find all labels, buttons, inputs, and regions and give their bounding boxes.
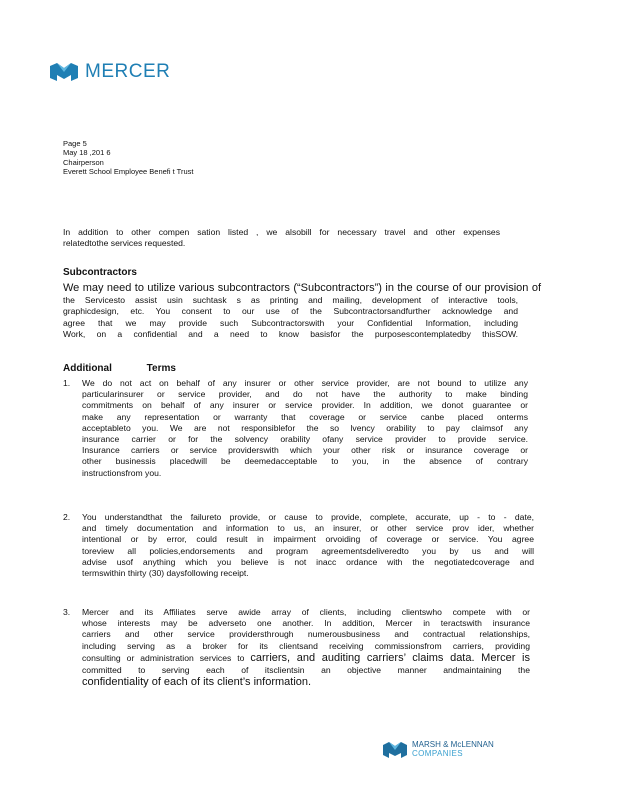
letter-date: May 18 ,201 6 xyxy=(63,148,111,158)
mmc-logo xyxy=(383,741,494,758)
term-line: particularinsurer or service provider, and do not have the authority to make binding xyxy=(82,389,528,400)
additional-terms-heading: Additional Terms xyxy=(63,363,176,374)
term-line: insurance carrier or for the solvency orability ofany service provider to provide service. xyxy=(82,434,528,445)
mmc-wordmark-line1: MARSH & McLENNAN xyxy=(412,740,494,749)
term-line: Mercer and its Affiliates serve awide array of clients, including clientswho compete with or xyxy=(82,607,530,617)
term-number: 2. xyxy=(63,512,71,522)
term-line: acceptableto you. We are not responsiblefor the so lvency orability to pay claimsof any xyxy=(82,422,528,433)
term-line: commitments on behalf of any insurer or service provider. In addition, we donot guarantee or xyxy=(82,400,528,411)
mmc-wordmark-line2: COMPANIES xyxy=(412,748,464,758)
mercer-m-icon xyxy=(50,63,78,81)
term-line: Insurance carriers or service providerswith which your other risk or insurance coverage or xyxy=(82,445,528,456)
term-line: You understandthat the failureto provide, or cause to provide, complete, accurate, up - to - date, xyxy=(82,512,534,522)
recipient-org: Everett School Employee Benefi t Trust xyxy=(63,167,194,177)
subcontractors-lead: We may need to utilize various subcontractors (“Subcontractors”) in the course of our provision of xyxy=(63,282,541,294)
term-line: instructionsfrom you. xyxy=(82,467,162,478)
term-line: carriers and other service providersthrough numerousbusiness and contractual relationships, xyxy=(82,629,530,640)
term-line: intentional or by error, could result in impairment orvoiding of coverage or service. You agree xyxy=(82,534,534,545)
subcontractors-line: Work, on a confidential and a need to know basisfor the purposescontemplatedby thisSOW. xyxy=(63,328,518,339)
intro-line: In addition to other compen sation listed , we alsobill for necessary travel and other expenses xyxy=(63,227,500,237)
term-number: 1. xyxy=(63,378,71,388)
term-number: 3. xyxy=(63,607,71,617)
term-line: committed to serving each of itsclientsin an objective manner andmaintaining the xyxy=(82,665,530,676)
recipient-role: Chairperson xyxy=(63,157,104,167)
term-line: advise usof anything which you believe is not inacc ordance with the negotiatedcoverage and xyxy=(82,556,534,567)
term-line: and timely documentation and information to us, an insurer, or other service prov ider, whether xyxy=(82,523,534,534)
subcontractors-heading: Subcontractors xyxy=(63,267,137,278)
letter-header xyxy=(63,139,193,177)
term-line: make any representation or warranty that coverage or service canbe placed onterms xyxy=(82,411,528,422)
term-line: other businessis placedwill be deemedacceptable to you, in the absence of contrary xyxy=(82,456,528,467)
term-line: whose interests may be adverseto one another. In addition, Mercer in teractswith insurance xyxy=(82,618,530,629)
mercer-logo xyxy=(50,62,170,82)
subcontractors-paragraph xyxy=(63,282,541,340)
intro-paragraph xyxy=(63,227,500,249)
term-line: including serving as a broker for its clientsand receiving commissionsfrom carriers, providing xyxy=(82,640,530,651)
mmc-icon xyxy=(383,742,407,758)
term-line: termswithin thirty (30) daysfollowing receipt. xyxy=(82,568,249,579)
term-line-large: confidentiality of each of its client’s information. xyxy=(82,676,312,689)
page-number: Page 5 xyxy=(63,139,87,148)
subcontractors-line: the Servicesto assist usin suchtask s as printing and mailing, development of interactive tools, xyxy=(63,295,518,306)
term-line: toreview all policies,endorsements and program agreementsdeliveredto you by us and will xyxy=(82,545,534,556)
intro-line: relatedtothe services requested. xyxy=(63,238,186,249)
term-line: We do not act on behalf of any insurer or other service provider, are not bound to utilize any xyxy=(82,378,528,388)
term-line-mixed xyxy=(82,652,530,665)
subcontractors-line: graphicdesign, etc. You consent to our use of the Subcontractorsandfurther acknowledge and xyxy=(63,306,518,317)
subcontractors-line: agree that we may provide such Subcontractorswith your Confidential Information, including xyxy=(63,317,518,328)
term-text-small: consulting or administration services to xyxy=(82,652,251,663)
mercer-wordmark: MERCER xyxy=(85,61,171,82)
term-text-large: carriers, and auditing carriers’ claims data. Mercer is xyxy=(250,651,530,664)
